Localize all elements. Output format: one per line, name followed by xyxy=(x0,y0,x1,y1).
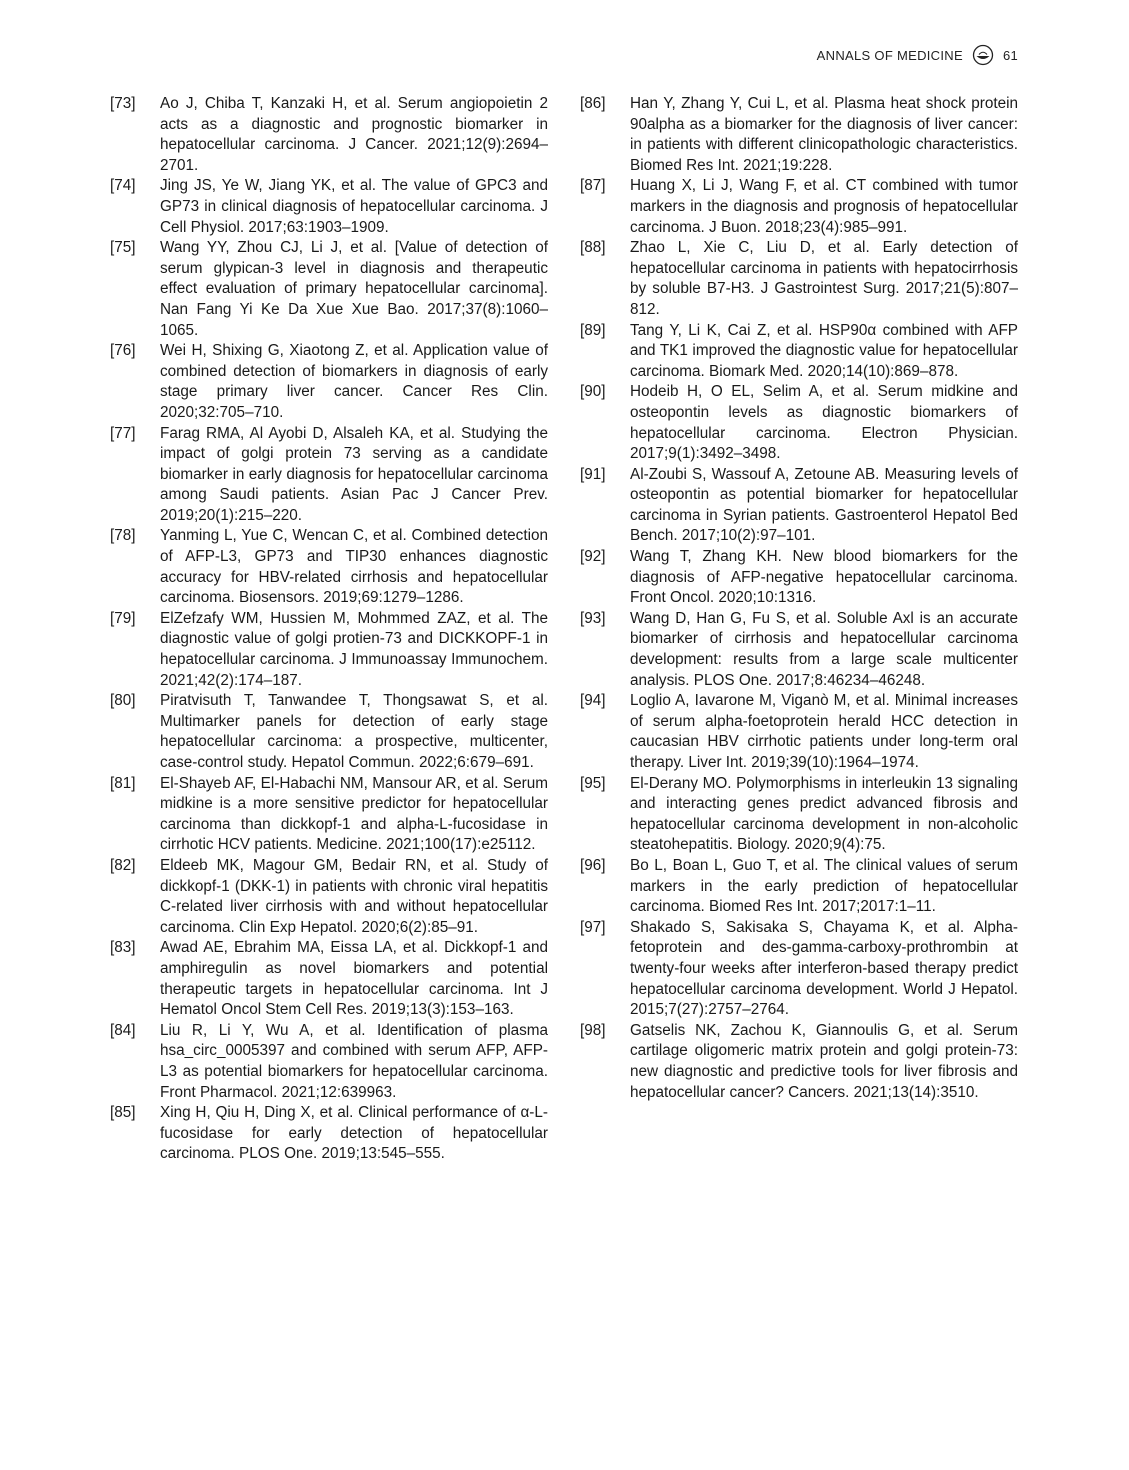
reference-item xyxy=(110,1021,548,1103)
reference-number: [75] xyxy=(110,239,136,257)
reference-number: [89] xyxy=(580,321,606,339)
reference-text: Xing H, Qiu H, Ding X, et al. Clinical performance of α-L-fucosidase for early detection of hepatocellular carcinoma. PLOS One. 2019;13:545–555. xyxy=(160,1104,548,1163)
reference-item xyxy=(580,465,1018,547)
reference-item xyxy=(580,382,1018,464)
reference-item xyxy=(110,856,548,938)
reference-number: [88] xyxy=(580,239,606,257)
reference-item xyxy=(110,1103,548,1165)
reference-text: Piratvisuth T, Tanwandee T, Thongsawat S, et al. Multimarker panels for detection of early stage hepatocellular carcinoma: a prospective, multicenter, case-control study. Hepatol Commun. 2022;6:679–691. xyxy=(160,692,548,771)
reference-item xyxy=(110,526,548,608)
reference-number: [92] xyxy=(580,548,606,566)
reference-number: [86] xyxy=(580,95,606,112)
reference-number: [85] xyxy=(110,1104,136,1122)
reference-text: Wang D, Han G, Fu S, et al. Soluble Axl is an accurate biomarker of cirrhosis and hepatocellular carcinoma development: results from a large scale multicenter analysis. PLOS One. 2017;8:46234–46248. xyxy=(630,609,1018,689)
reference-item xyxy=(580,918,1018,1021)
reference-number: [74] xyxy=(110,177,136,195)
reference-item xyxy=(110,609,548,691)
reference-number: [80] xyxy=(110,692,136,710)
reference-text: Shakado S, Sakisaka S, Chayama K, et al. Alpha-fetoprotein and des-gamma-carboxy-prothrombin at twenty-four weeks after interferon-based therapy predict hepatocellular carcinoma development. World J Hepatol. 2015;7(27):2757–2764. xyxy=(630,918,1018,1019)
page-number: 61 xyxy=(1002,47,1018,63)
reference-text: Zhao L, Xie C, Liu D, et al. Early detection of hepatocellular carcinoma in patients with hepatocirrhosis by soluble B7-H3. J Gastrointest Surg. 2017;21(5):807–812. xyxy=(630,239,1018,318)
reference-text: Bo L, Boan L, Guo T, et al. The clinical values of serum markers in the early prediction of hepatocellular carcinoma. Biomed Res Int. 2017;2017:1–11. xyxy=(630,856,1018,916)
reference-item xyxy=(110,938,548,1020)
reference-text: Han Y, Zhang Y, Cui L, et al. Plasma heat shock protein 90alpha as a biomarker for the diagnosis of liver cancer: in patients with different clinicopathologic characteristics. Biomed Res Int. 2021;19:228. xyxy=(630,95,1018,174)
reference-text: Eldeeb MK, Magour GM, Bedair RN, et al. Study of dickkopf-1 (DKK-1) in patients with chronic viral hepatitis C-related liver cirrhosis with and without hepatocellular carcinoma. Clin Exp Hepatol. 2020;6(2):85–91. xyxy=(160,856,548,936)
reference-item xyxy=(580,1021,1018,1103)
reference-text: Wang YY, Zhou CJ, Li J, et al. [Value of detection of serum glypican-3 level in diagnosis and therapeutic effect evaluation of primary hepatocellular carcinoma]. Nan Fang Yi Ke Da Xue Xue Bao. 2017;37(8):1060–1065. xyxy=(160,239,548,339)
reference-number: [96] xyxy=(580,856,606,874)
reference-item xyxy=(580,176,1018,238)
reference-number: [76] xyxy=(110,342,136,360)
reference-text: Loglio A, Iavarone M, Viganò M, et al. Minimal increases of serum alpha-foetoprotein herald HCC detection in caucasian HBV cirrhotic patients under long-term oral therapy. Liver Int. 2019;39(10):1964–1974. xyxy=(630,692,1018,771)
reference-item xyxy=(580,321,1018,383)
reference-item xyxy=(110,341,548,423)
reference-number: [83] xyxy=(110,939,136,957)
reference-item xyxy=(110,94,548,176)
reference-item xyxy=(580,238,1018,320)
journal-name: ANNALS OF MEDICINE xyxy=(816,47,963,63)
reference-text: Yanming L, Yue C, Wencan C, et al. Combined detection of AFP-L3, GP73 and TIP30 enhances diagnostic accuracy for HBV-related cirrhosis and hepatocellular carcinoma. Biosensors. 2019;69:1279–1286. xyxy=(160,527,548,607)
journal-logo-icon xyxy=(972,44,994,66)
reference-item xyxy=(580,94,1018,176)
reference-text: El-Shayeb AF, El-Habachi NM, Mansour AR, et al. Serum midkine is a more sensitive predictor for hepatocellular carcinoma than dickkopf-1 and alpha-L-fucosidase in cirrhotic HCV patients. Medicine. 2021;100(17):e25112. xyxy=(160,774,548,854)
reference-column-left xyxy=(110,94,548,1165)
reference-number: [87] xyxy=(580,177,606,195)
reference-text: Huang X, Li J, Wang F, et al. CT combined with tumor markers in the diagnosis and prognosis of hepatocellular carcinoma. J Buon. 2018;23(4):985–991. xyxy=(630,177,1018,236)
reference-text: Farag RMA, Al Ayobi D, Alsaleh KA, et al. Studying the impact of golgi protein 73 serving as a candidate biomarker in early diagnosis for hepatocellular carcinoma among Saudi patients. Asian Pac J Cancer Prev. 2019;20(1):215–220. xyxy=(160,424,548,524)
reference-text: Tang Y, Li K, Cai Z, et al. HSP90α combined with AFP and TK1 improved the diagnostic value for hepatocellular carcinoma. Biomark Med. 2020;14(10):869–878. xyxy=(630,321,1018,380)
reference-number: [77] xyxy=(110,424,136,442)
reference-number: [82] xyxy=(110,856,136,874)
reference-item xyxy=(580,547,1018,609)
reference-item xyxy=(110,774,548,856)
reference-text: Wei H, Shixing G, Xiaotong Z, et al. Application value of combined detection of biomarkers in diagnosis of early stage primary liver cancer. Cancer Res Clin. 2020;32:705–710. xyxy=(160,342,548,421)
reference-text: Wang T, Zhang KH. New blood biomarkers for the diagnosis of AFP-negative hepatocellular carcinoma. Front Oncol. 2020;10:1316. xyxy=(630,548,1018,607)
running-header xyxy=(817,44,1018,66)
reference-column-right xyxy=(580,94,1018,1103)
reference-number: [73] xyxy=(110,95,136,112)
reference-item xyxy=(110,424,548,527)
reference-number: [98] xyxy=(580,1021,606,1039)
reference-item xyxy=(580,691,1018,773)
reference-item xyxy=(580,774,1018,856)
reference-text: Al-Zoubi S, Wassouf A, Zetoune AB. Measuring levels of osteopontin as potential biomarker for hepatocellular carcinoma in Syrian patients. Gastroenterol Hepatol Bed Bench. 2017;10(2):97–101. xyxy=(630,465,1018,545)
reference-item xyxy=(110,176,548,238)
reference-text: Awad AE, Ebrahim MA, Eissa LA, et al. Dickkopf-1 and amphiregulin as novel biomarkers and potential therapeutic targets in hepatocellular carcinoma. Int J Hematol Oncol Stem Cell Res. 2019;13(3):153–163. xyxy=(160,939,548,1019)
reference-number: [93] xyxy=(580,609,606,627)
reference-text: Jing JS, Ye W, Jiang YK, et al. The value of GPC3 and GP73 in clinical diagnosis of hepatocellular carcinoma. J Cell Physiol. 2017;63:1903–1909. xyxy=(160,177,548,236)
reference-item xyxy=(110,238,548,341)
reference-item xyxy=(110,691,548,773)
reference-text: ElZefzafy WM, Hussien M, Mohmmed ZAZ, et al. The diagnostic value of golgi protien-73 and DICKKOPF-1 in hepatocellular carcinoma. J Immunoassay Immunochem. 2021;42(2):174–187. xyxy=(160,609,548,689)
reference-number: [79] xyxy=(110,609,136,627)
reference-text: Ao J, Chiba T, Kanzaki H, et al. Serum angiopoietin 2 acts as a diagnostic and prognostic biomarker in hepatocellular carcinoma. J Cancer. 2021;12(9):2694–2701. xyxy=(160,95,548,174)
reference-number: [95] xyxy=(580,774,606,792)
reference-number: [97] xyxy=(580,918,606,936)
reference-number: [91] xyxy=(580,465,606,483)
reference-item xyxy=(580,856,1018,918)
reference-number: [90] xyxy=(580,383,606,401)
reference-item xyxy=(580,609,1018,691)
reference-text: Gatselis NK, Zachou K, Giannoulis G, et al. Serum cartilage oligomeric matrix protein and golgi protein-73: new diagnostic and predictive tools for liver fibrosis and hepatocellular cancer? Cancers. 2021;13(14):3510. xyxy=(630,1021,1018,1101)
reference-number: [84] xyxy=(110,1021,136,1039)
reference-number: [81] xyxy=(110,774,136,792)
reference-text: El-Derany MO. Polymorphisms in interleukin 13 signaling and interacting genes predict advanced fibrosis and hepatocellular carcinoma development in non-alcoholic steatohepatitis. Biology. 2020;9(4):75. xyxy=(630,774,1018,854)
reference-number: [94] xyxy=(580,692,606,710)
reference-text: Liu R, Li Y, Wu A, et al. Identification of plasma hsa_circ_0005397 and combined with serum AFP, AFP-L3 as potential biomarkers for hepatocellular carcinoma. Front Pharmacol. 2021;12:639963. xyxy=(160,1021,548,1101)
reference-text: Hodeib H, O EL, Selim A, et al. Serum midkine and osteopontin levels as diagnostic biomarkers of hepatocellular carcinoma. Electron Physician. 2017;9(1):3492–3498. xyxy=(630,383,1018,463)
reference-number: [78] xyxy=(110,527,136,545)
